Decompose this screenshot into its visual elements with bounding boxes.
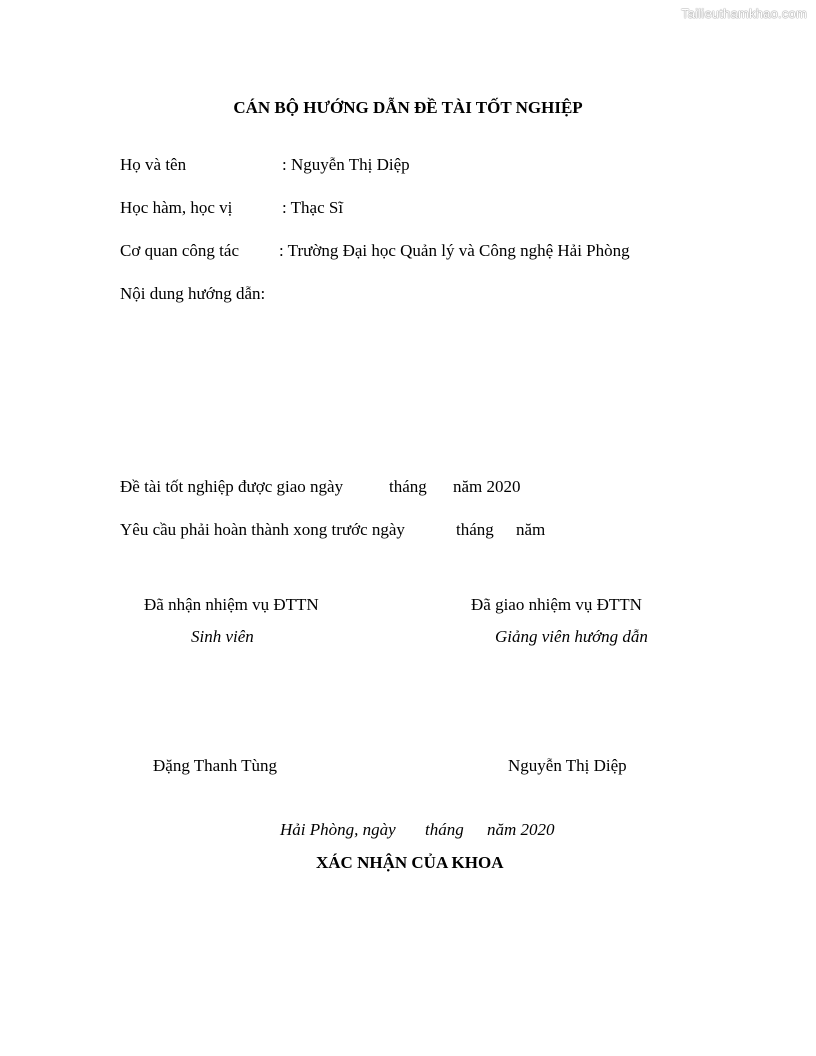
supervisor-heading: Đã giao nhiệm vụ ĐTTN [471, 595, 642, 614]
supervisor-name: Nguyễn Thị Diệp [508, 756, 627, 775]
footer-month: tháng [425, 820, 464, 839]
assigned-date-month: tháng [389, 477, 427, 496]
faculty-confirmation: XÁC NHẬN CỦA KHOA [316, 853, 504, 872]
assigned-date-year: năm 2020 [453, 477, 521, 496]
watermark-text: Tailieuthamkhao.com [681, 6, 807, 21]
student-role: Sinh viên [191, 627, 254, 646]
name-label: Họ và tên [120, 155, 187, 174]
student-heading: Đã nhận nhiệm vụ ĐTTN [144, 595, 319, 614]
workplace-value: : Trường Đại học Quản lý và Công nghệ Hải Phòng [279, 241, 630, 260]
deadline-prefix: Yêu cầu phải hoàn thành xong trước ngày [120, 520, 405, 539]
content-label: Nội dung hướng dẫn: [120, 284, 266, 303]
student-name: Đặng Thanh Tùng [153, 756, 278, 775]
footer-year: năm 2020 [487, 820, 555, 839]
workplace-label: Cơ quan công tác [120, 241, 239, 260]
assigned-date-prefix: Đề tài tốt nghiệp được giao ngày [120, 477, 344, 496]
degree-value: : Thạc Sĩ [282, 198, 344, 217]
deadline-month: tháng [456, 520, 494, 539]
page-title: CÁN BỘ HƯỚNG DẪN ĐỀ TÀI TỐT NGHIỆP [233, 98, 583, 117]
supervisor-role: Giảng viên hướng dẫn [495, 627, 648, 646]
footer-place-date: Hải Phòng, ngày [280, 820, 396, 839]
deadline-year: năm [516, 520, 546, 539]
name-value: : Nguyễn Thị Diệp [282, 155, 410, 174]
degree-label: Học hàm, học vị [120, 198, 233, 217]
